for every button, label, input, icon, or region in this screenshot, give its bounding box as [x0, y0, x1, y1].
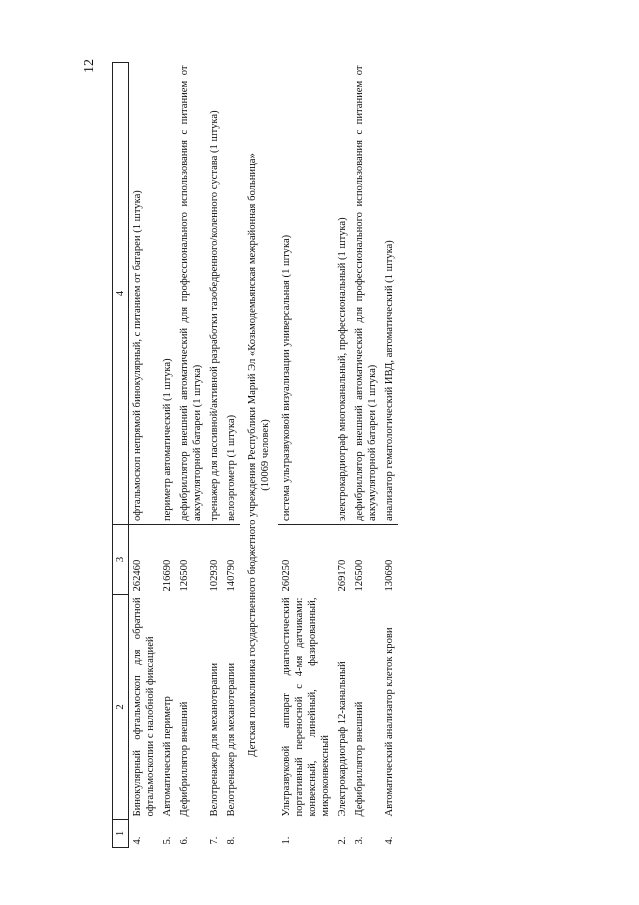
equipment-description: система ультразвуковой визуализации универсальная (1 штука): [278, 63, 334, 525]
equipment-price: 260250: [281, 559, 292, 592]
equipment-description: электрокардиограф многоканальный, профессиональный (1 штука): [334, 63, 351, 525]
row-number: 1.: [281, 836, 292, 845]
row-number: 3.: [354, 836, 365, 845]
table-row: [381, 63, 398, 848]
section-patient-count: (10069 человек): [260, 419, 271, 491]
equipment-name: Велотренажер для механотерапии: [209, 662, 220, 817]
column-header-3: 3: [113, 525, 129, 595]
equipment-description: дефибриллятор внешний автоматический для профессионального использования с питанием от аккумуляторной батареи (1 штука): [176, 63, 206, 525]
row-number: 8.: [226, 836, 237, 845]
table-row: [278, 63, 334, 848]
equipment-price: 102930: [209, 559, 220, 592]
equipment-price: 126500: [179, 559, 190, 592]
equipment-price: 269170: [337, 559, 348, 592]
rotated-page-content: [112, 63, 632, 848]
equipment-name: Бинокулярный офтальмоскоп для обратной офтальмоскопии с налобной фиксацией: [132, 597, 156, 817]
table-row: [223, 63, 240, 848]
row-number: 4.: [384, 836, 395, 845]
equipment-price: 126500: [354, 559, 365, 592]
equipment-name: Автоматический периметр: [162, 696, 173, 817]
equipment-name: Ультразвуковой аппарат диагностический портативный переносной с 4-мя датчиками: конвексный, линейный, фазированный, микроконвексный: [281, 597, 331, 817]
equipment-price: 140790: [226, 559, 237, 592]
table-row: [159, 63, 176, 848]
equipment-price: 262460: [132, 559, 143, 592]
column-number-row: [113, 63, 129, 848]
row-number: 2.: [337, 836, 348, 845]
column-header-2: 2: [113, 595, 129, 820]
table-row: [334, 63, 351, 848]
equipment-price: 216690: [162, 559, 173, 592]
row-number: 6.: [179, 836, 190, 845]
row-number: 4.: [132, 836, 143, 845]
row-number: 5.: [162, 836, 173, 845]
equipment-name: Дефибриллятор внешний: [354, 701, 365, 817]
equipment-price: 130690: [384, 559, 395, 592]
equipment-description: велоэргометр (1 штука): [223, 63, 240, 525]
column-header-4: 4: [113, 63, 129, 525]
equipment-table: [112, 62, 398, 848]
table-row: [351, 63, 381, 848]
section-title: Детская поликлиника государственного бюджетного учреждения Республики Марий Эл «Козьмодемьянская межрайонная больница»: [247, 153, 258, 757]
section-heading: [240, 63, 278, 848]
table-row: [206, 63, 223, 848]
table-row: [176, 63, 206, 848]
equipment-name: Велотренажер для механотерапии: [226, 662, 237, 817]
equipment-name: Дефибриллятор внешний: [179, 701, 190, 817]
page-number: 12: [82, 59, 97, 73]
section-heading-row: [240, 63, 278, 848]
equipment-name: Электрокардиограф 12-канальный: [337, 661, 348, 817]
row-number: 7.: [209, 836, 220, 845]
table-row: [129, 63, 160, 848]
column-header-1: 1: [113, 820, 129, 848]
equipment-description: дефибриллятор внешний автоматический для профессионального использования с питанием от аккумуляторной батареи (1 штука): [351, 63, 381, 525]
equipment-description: тренажер для пассивной/активной разработки тазобедренного/коленного сустава (1 штука): [206, 63, 223, 525]
equipment-description: анализатор гематологический ИВД, автоматический (1 штука): [381, 63, 398, 525]
equipment-description: периметр автоматический (1 штука): [159, 63, 176, 525]
equipment-description: офтальмоскоп непрямой бинокулярный, с питанием от батареи (1 штука): [129, 63, 160, 525]
equipment-name: Автоматический анализатор клеток крови: [384, 627, 395, 817]
